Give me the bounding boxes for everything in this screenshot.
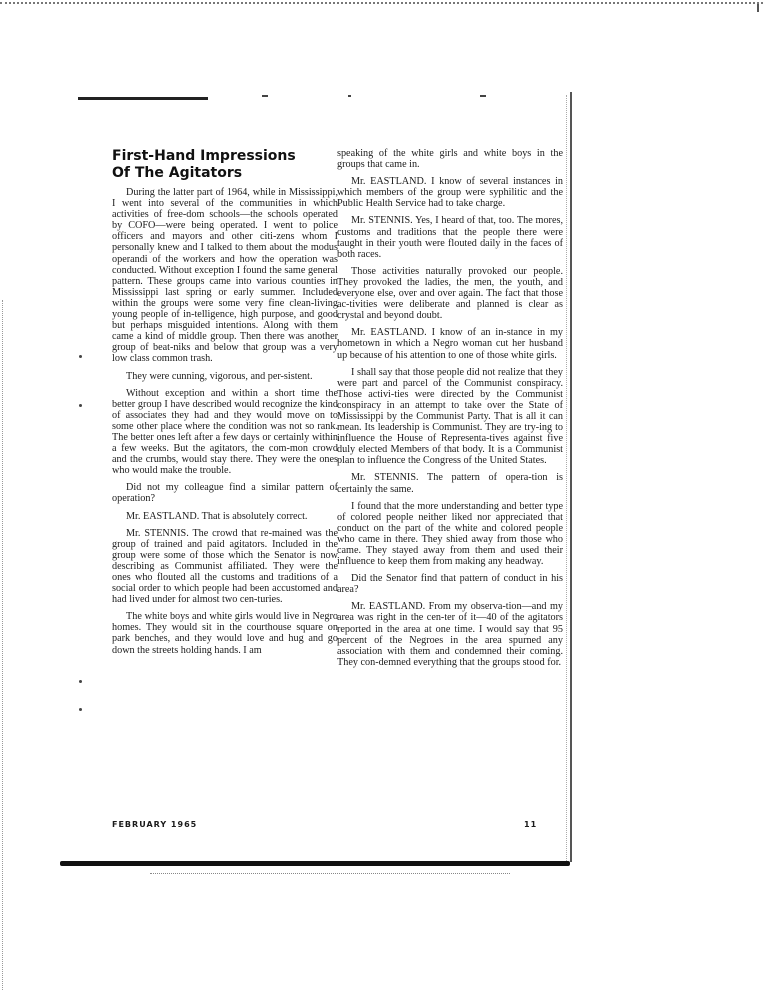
paragraph: speaking of the white girls and white boys in the groups that came in.: [337, 148, 563, 171]
top-mark: [348, 95, 351, 97]
paragraph: Mr. EASTLAND. That is absolutely correct.: [126, 510, 308, 522]
paragraph: During the latter part of 1964, while in Mississippi, I went into several of the communities in which activities of free-dom schools—the schools operated by COFO—were being operated. I went to police officers and mayors and other citi-zens whom I personally knew and I talked to them about the modus operandi of the workers and how the operation was conducted. Without exception I found the same general pattern. These groups came into various counties in Mississippi last spring or early summer. Included within the groups were some very fine clean-living young people of in-telligence, high purpose, and good but perhaps misguided intentions. Along with them came a kind of middle group. Then there was another group of beat-niks and below that group was a very low class common trash.: [112, 187, 338, 365]
paragraph: Mr. STENNIS. The pattern of opera-tion is certainly the same.: [337, 472, 563, 495]
page-number: 11: [524, 820, 538, 829]
paragraph: I shall say that those people did not realize that they were part and parcel of the Communist conspiracy. Those activi-ties were directed by the Communist conspiracy in an attempt to take over the State of Mississippi by the Communist Party. That is all it can mean. Its leadership is Communist. They are try-ing to influence the House of Representa-tives against five duly elected Members of that body. It is a Communist plan to influence the Congress of the United States.: [337, 366, 563, 467]
paragraph: Without exception and within a short time the better group I have described would recognize the kind of associates they had and they would move on to some other place where the condition was not so rank. The better ones left after a few days or certainly within a few weeks. But the agitators, the com-mon crowd and the crumbs, would stay there. They were the ones who would make the trouble.: [112, 387, 338, 477]
top-mark: [480, 95, 486, 97]
paragraph: The white boys and white girls would live in Negro homes. They would sit in the courthouse square on park benches, and they would love and hug and go down the streets holding hands. I am: [112, 611, 338, 656]
paragraph: Mr. STENNIS. Yes, I heard of that, too. The mores, customs and traditions that the people there were taught in their youth were flouted daily in the faces of both races.: [337, 215, 563, 260]
paragraph: Mr. STENNIS. The crowd that re-mained was the group of trained and paid agitators. Included in the group were some of those which the Senator is now describing as Communist affiliated. They were the ones who flouted all the customs and traditions of a social order to which people had been accustomed and had lived under for almost two cen-turies.: [112, 527, 338, 606]
headline-line-1: First-Hand Impressions: [112, 148, 296, 164]
margin-dot: [79, 708, 82, 711]
paragraph: I found that the more understanding and better type of colored people neither liked nor appreciated that conduct on the part of the white and colored people who came in there. They shied away from those who came. They stayed away from them and used their influence to keep them from making any headway.: [337, 500, 563, 568]
headline-line-2: Of The Agitators: [112, 164, 243, 181]
scan-corner-mark: [757, 4, 759, 12]
article-headline: [112, 148, 338, 181]
paragraph: Did the Senator find that pattern of conduct in his area?: [337, 573, 563, 596]
scan-left-edge: [2, 300, 3, 990]
paragraph: Mr. EASTLAND. I know of an in-stance in my hometown in which a Negro woman cut her husband up because of his attention to one of those white girls.: [337, 327, 563, 361]
scan-top-border: [0, 2, 763, 4]
bottom-rule: [60, 861, 570, 866]
top-rule: [78, 97, 208, 100]
paragraph: Mr. EASTLAND. From my observa-tion—and my area was right in the cen-ter of it—40 of the agitators reported in the area at one time. I would say that 95 percent of the Negroes in the area spurned any association with them and condemned their coming. They con-demned everything that the groups stood for.: [337, 601, 563, 668]
page-edge-shadow: [566, 95, 587, 865]
top-mark: [262, 95, 268, 97]
paragraph: Did not my colleague find a similar pattern of operation?: [112, 482, 338, 505]
margin-dot: [79, 355, 82, 358]
article-column-right: [337, 148, 563, 674]
margin-dot: [79, 404, 82, 407]
article-column-left: [112, 148, 338, 662]
paragraph: Mr. EASTLAND. I know of several instances in which members of the group were syphilitic and the Public Health Service had to take charge.: [337, 176, 563, 210]
paragraph: They were cunning, vigorous, and per-sistent.: [126, 370, 313, 382]
bottom-dotted-rule: [150, 873, 510, 874]
margin-dot: [79, 680, 82, 683]
paragraph: Those activities naturally provoked our people. They provoked the ladies, the men, the youth, and everyone else, over and over again. The fact that those ac-tivities were deliberate and planned is clear as crystal and beyond doubt.: [337, 265, 563, 322]
footer-date: FEBRUARY 1965: [112, 820, 198, 829]
